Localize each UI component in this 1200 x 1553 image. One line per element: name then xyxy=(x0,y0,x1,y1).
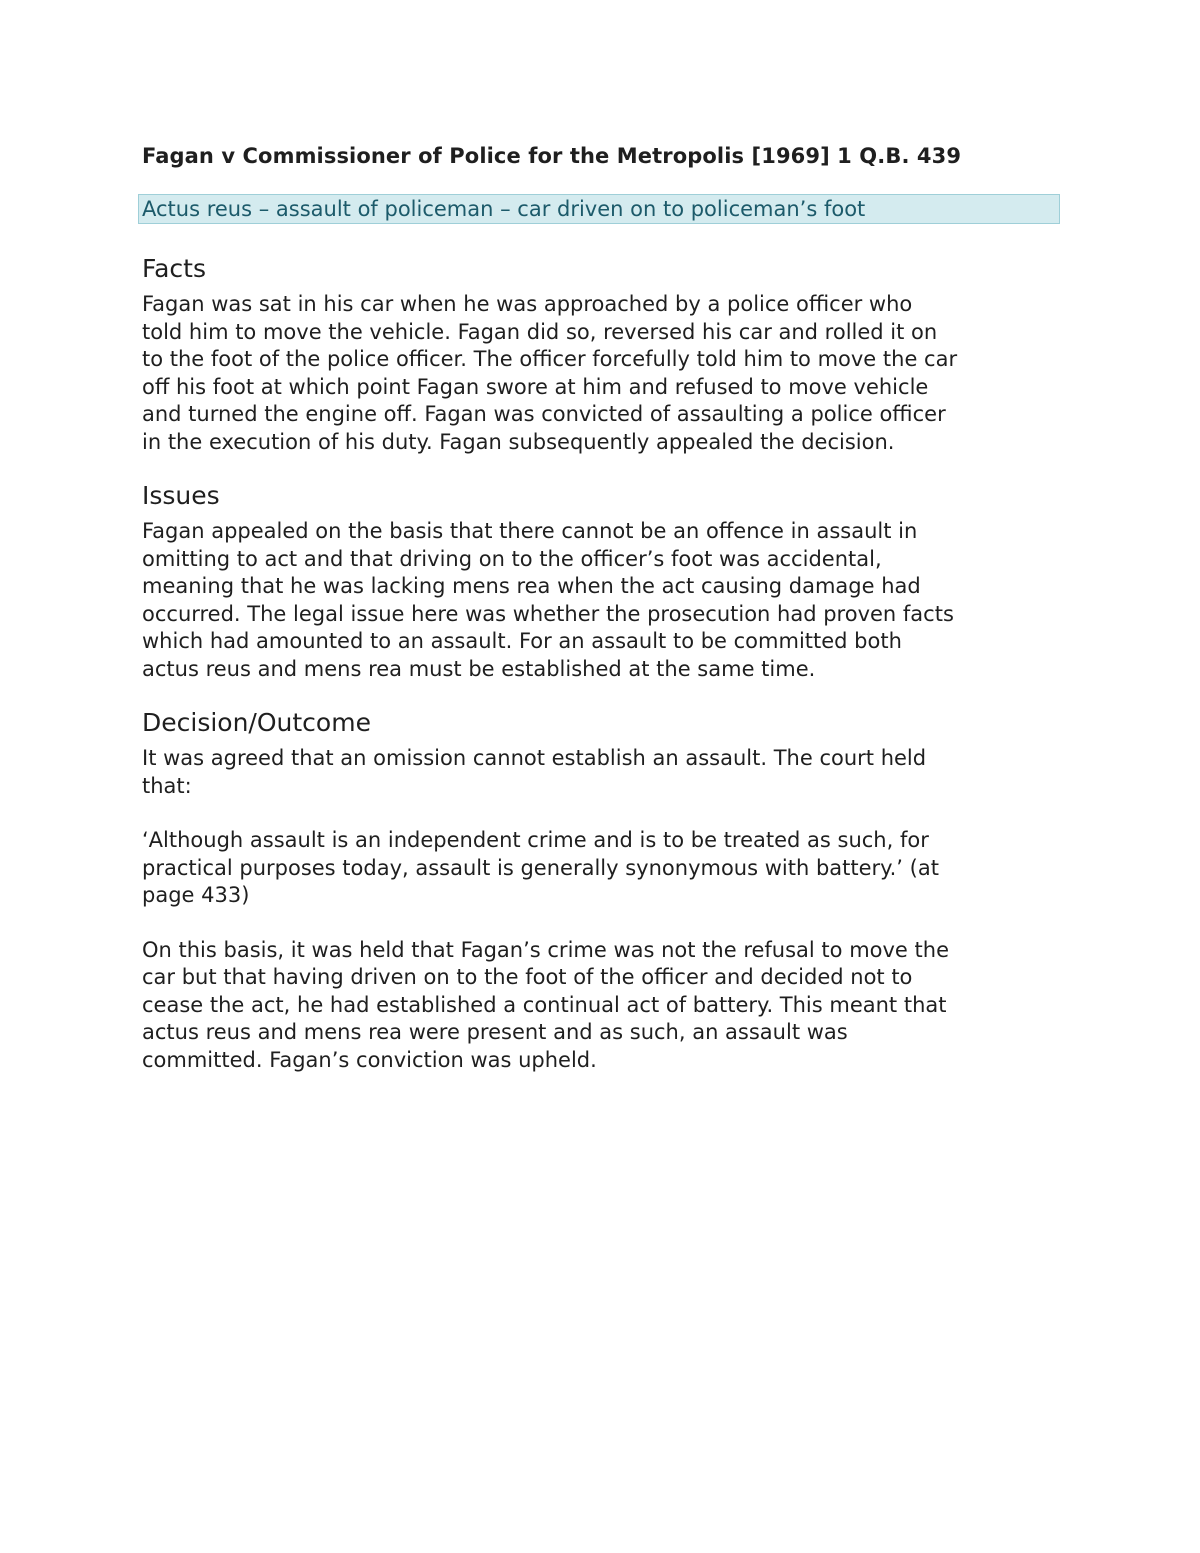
facts-heading: Facts xyxy=(142,254,206,283)
text-line: ‘Although assault is an independent crime and is to be treated as such, for xyxy=(142,828,929,852)
text-line: and turned the engine off. Fagan was convicted of assaulting a police officer xyxy=(142,402,946,426)
text-line: told him to move the vehicle. Fagan did so, reversed his car and rolled it on xyxy=(142,319,938,344)
text-line: to the foot of the police officer. The officer forcefully told him to move the car xyxy=(142,347,958,371)
text-line: that: xyxy=(142,773,192,798)
paragraph-gap xyxy=(142,910,1062,937)
case-subtitle: Actus reus – assault of policeman – car driven on to policeman’s foot xyxy=(138,194,1060,224)
text-line: car but that having driven on to the foot of the officer and decided not to xyxy=(142,965,913,989)
text-line: Fagan appealed on the basis that there cannot be an offence in assault in xyxy=(142,519,918,543)
decision-paragraph-3 xyxy=(142,937,1062,1075)
case-title: Fagan v Commissioner of Police for the Metropolis [1969] 1 Q.B. 439 xyxy=(142,144,962,168)
paragraph-gap xyxy=(142,800,1062,827)
text-line: meaning that he was lacking mens rea when the act causing damage had xyxy=(142,574,921,598)
text-line: practical purposes today, assault is generally synonymous with battery.’ (at xyxy=(142,855,939,880)
text-line: off his foot at which point Fagan swore at him and refused to move vehicle xyxy=(142,374,929,399)
decision-section xyxy=(142,706,1062,1074)
document-content xyxy=(142,141,1062,1097)
text-line: It was agreed that an omission cannot establish an assault. The court held xyxy=(142,746,927,770)
text-line: committed. Fagan’s conviction was upheld. xyxy=(142,1047,597,1072)
text-line: in the execution of his duty. Fagan subsequently appealed the decision. xyxy=(142,429,895,454)
facts-paragraph xyxy=(142,291,1062,456)
decision-heading: Decision/Outcome xyxy=(142,708,371,737)
issues-heading: Issues xyxy=(142,481,220,510)
issues-section xyxy=(142,479,1062,683)
text-line: Fagan was sat in his car when he was approached by a police officer who xyxy=(142,292,913,316)
text-line: occurred. The legal issue here was whether the prosecution had proven facts xyxy=(142,601,954,626)
text-line: omitting to act and that driving on to the officer’s foot was accidental, xyxy=(142,546,882,571)
text-line: cease the act, he had established a continual act of battery. This meant that xyxy=(142,992,947,1017)
text-line: page 433) xyxy=(142,883,250,907)
decision-quote xyxy=(142,827,1062,910)
issues-paragraph xyxy=(142,518,1062,683)
decision-paragraph-1 xyxy=(142,745,1062,800)
text-line: On this basis, it was held that Fagan’s crime was not the refusal to move the xyxy=(142,937,949,962)
text-line: actus reus and mens rea were present and as such, an assault was xyxy=(142,1020,848,1044)
text-line: actus reus and mens rea must be established at the same time. xyxy=(142,656,816,681)
facts-section xyxy=(142,252,1062,456)
text-line: which had amounted to an assault. For an assault to be committed both xyxy=(142,629,902,653)
